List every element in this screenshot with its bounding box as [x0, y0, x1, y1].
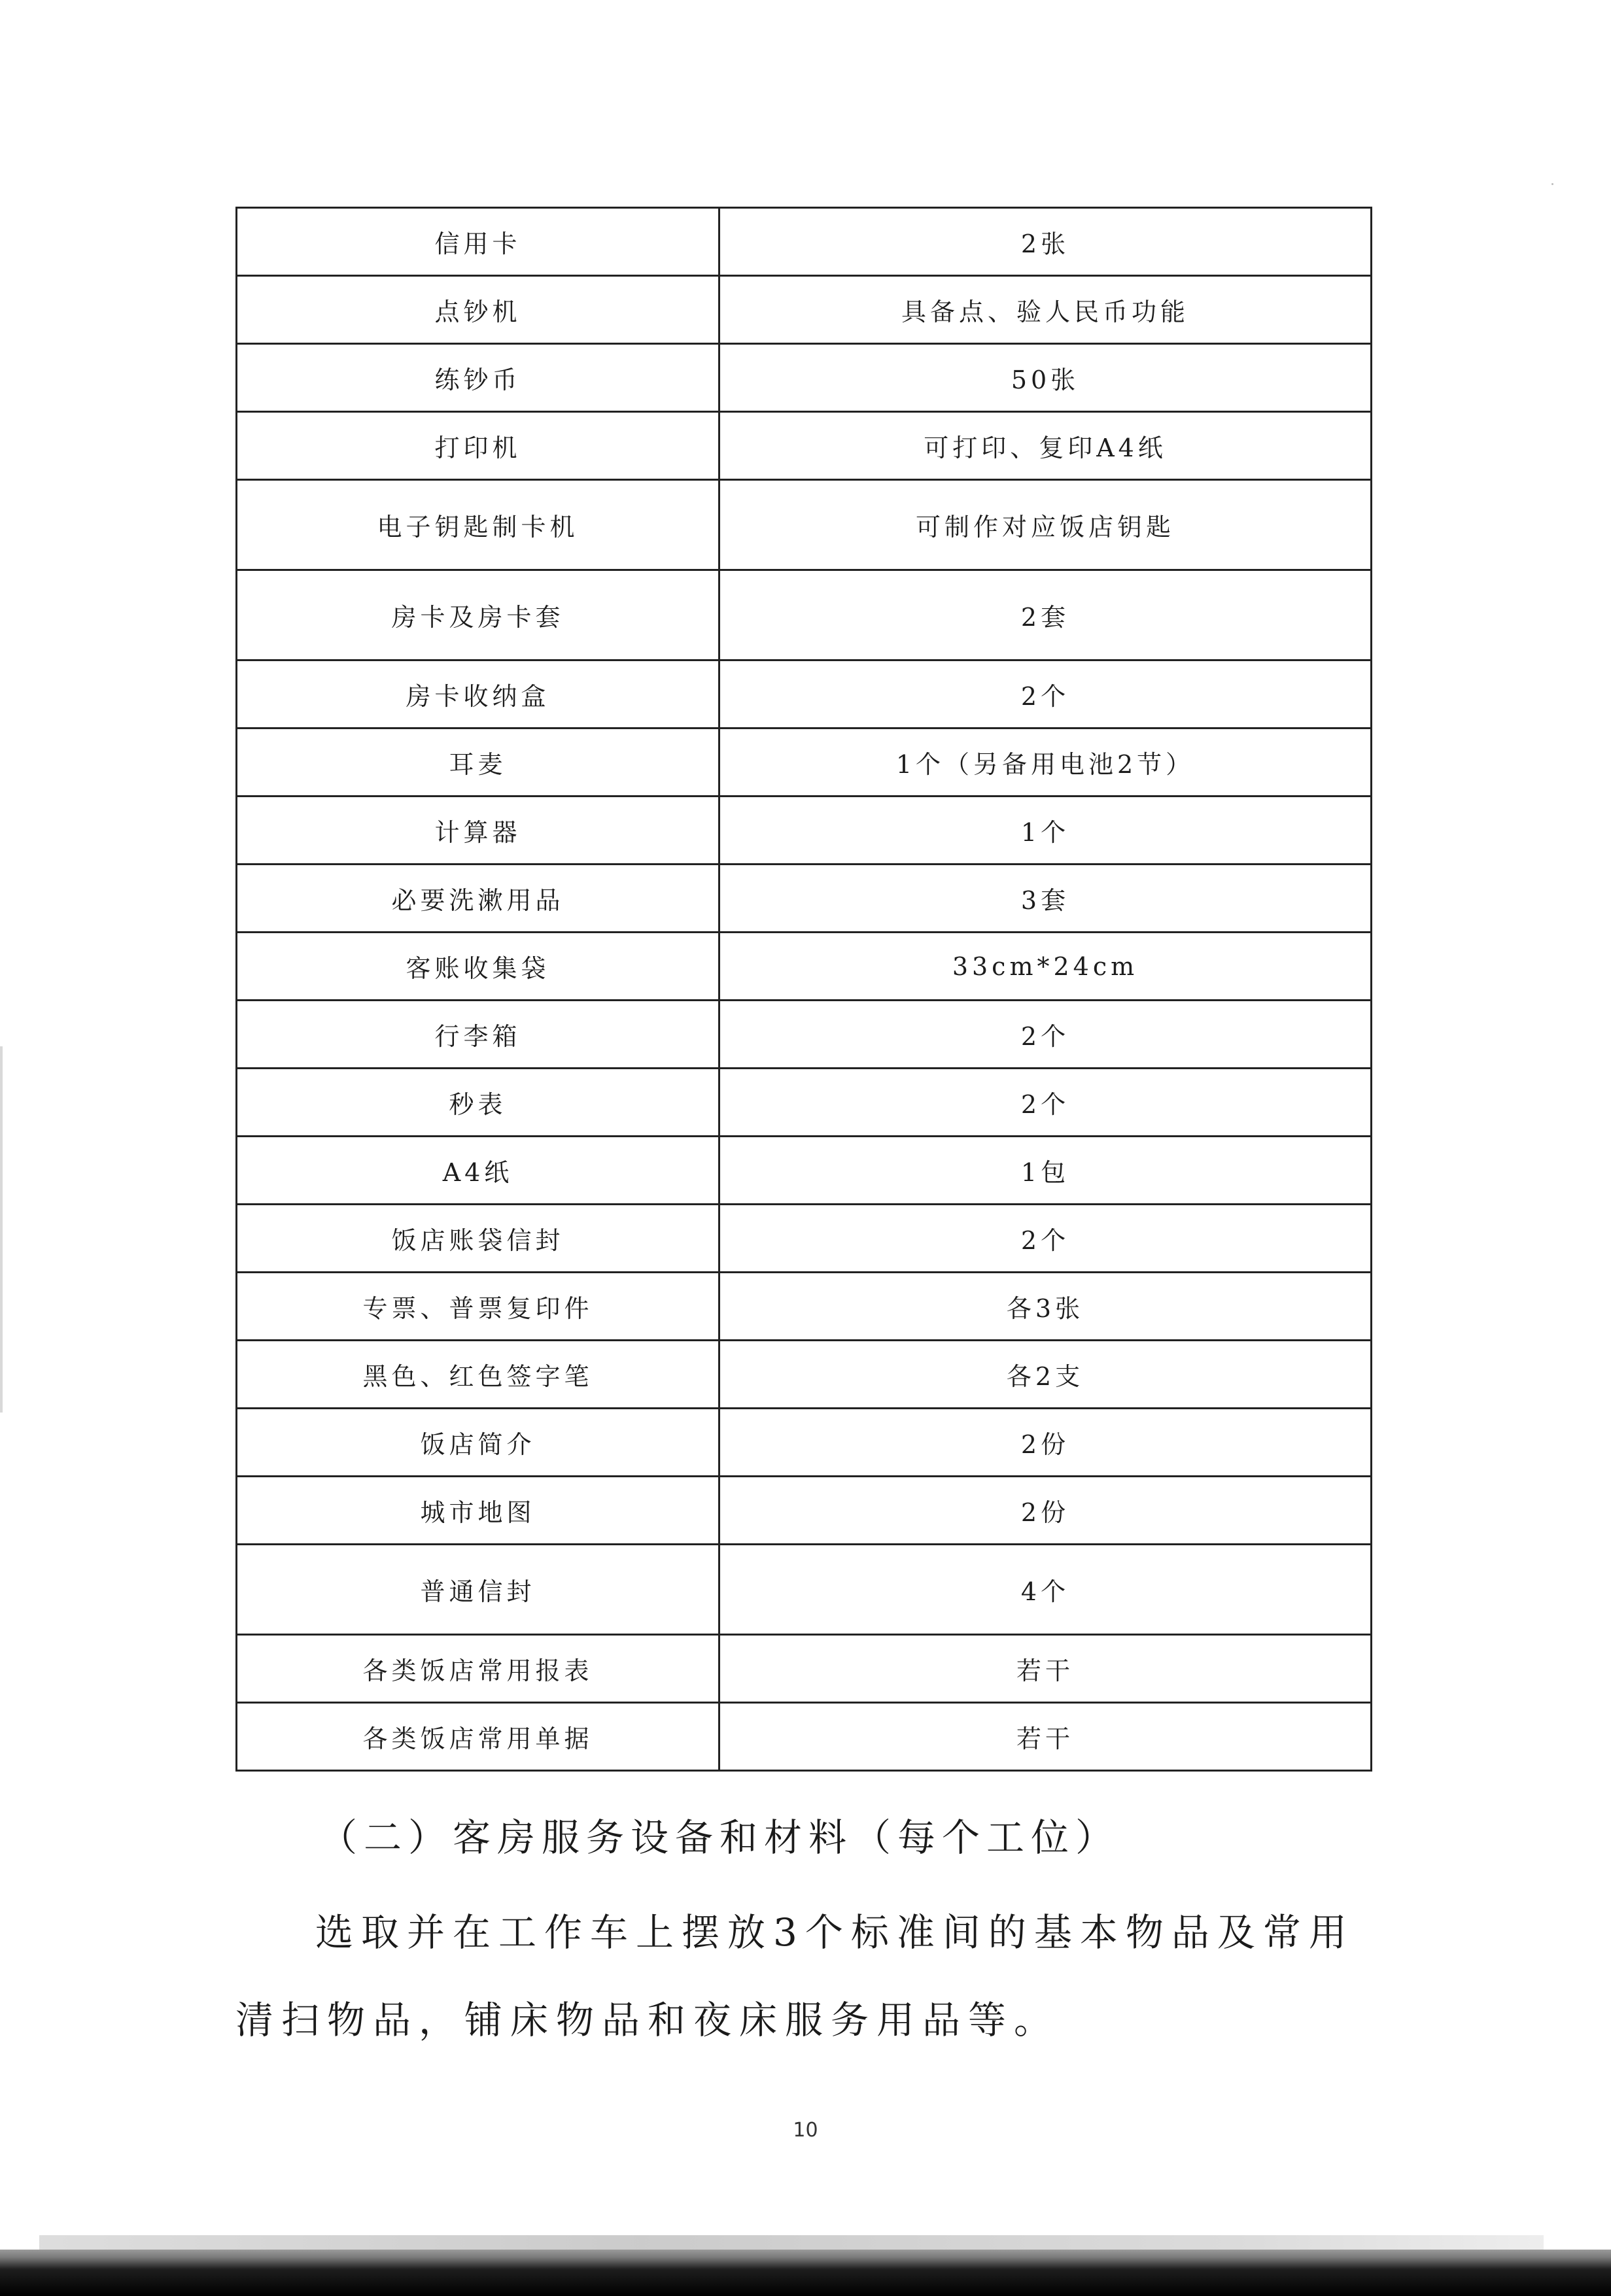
- table-row: [237, 1409, 1372, 1477]
- item-spec-cell: 若干: [719, 1635, 1372, 1703]
- item-spec-cell: 4个: [719, 1545, 1372, 1635]
- table-row: [237, 1205, 1372, 1273]
- table-row: [237, 797, 1372, 865]
- item-spec-cell: 3套: [719, 865, 1372, 933]
- item-name-cell: 耳麦: [237, 728, 719, 797]
- table-row: [237, 865, 1372, 933]
- item-name-cell: 打印机: [237, 412, 719, 480]
- table-row: [237, 570, 1372, 660]
- table-row: [237, 1001, 1372, 1069]
- table-row: [237, 1137, 1372, 1205]
- item-spec-cell: 2个: [719, 660, 1372, 728]
- item-name-cell: 电子钥匙制卡机: [237, 480, 719, 570]
- item-spec-cell: 2个: [719, 1001, 1372, 1069]
- item-spec-cell: 各3张: [719, 1273, 1372, 1341]
- item-name-cell: 饭店简介: [237, 1409, 719, 1477]
- item-spec-cell: 1包: [719, 1137, 1372, 1205]
- item-name-cell: 各类饭店常用单据: [237, 1703, 719, 1771]
- item-spec-cell: 若干: [719, 1703, 1372, 1771]
- table-row: [237, 660, 1372, 728]
- table-row: [237, 933, 1372, 1001]
- table-row: [237, 1341, 1372, 1409]
- item-name-cell: 计算器: [237, 797, 719, 865]
- item-spec-cell: 1个（另备用电池2节）: [719, 728, 1372, 797]
- item-name-cell: 客账收集袋: [237, 933, 719, 1001]
- item-name-cell: 各类饭店常用报表: [237, 1635, 719, 1703]
- table-row: [237, 1545, 1372, 1635]
- equipment-table: [235, 207, 1372, 1772]
- section-body-paragraph: 选取并在工作车上摆放3个标准间的基本物品及常用清扫物品，铺床物品和夜床服务用品等。: [235, 1910, 1355, 2042]
- item-spec-cell: 2张: [719, 208, 1372, 276]
- item-name-cell: 普通信封: [237, 1545, 719, 1635]
- table-row: [237, 480, 1372, 570]
- item-name-cell: 黑色、红色签字笔: [237, 1341, 719, 1409]
- item-spec-cell: 2个: [719, 1069, 1372, 1137]
- table-row: [237, 1477, 1372, 1545]
- scan-edge-mark: [0, 1046, 3, 1413]
- item-name-cell: 房卡收纳盒: [237, 660, 719, 728]
- scan-bottom-band: [0, 2250, 1611, 2296]
- scan-bottom-shadow: [39, 2235, 1544, 2250]
- item-name-cell: 行李箱: [237, 1001, 719, 1069]
- section-heading: （二）客房服务设备和材料（每个工位）: [319, 1815, 1120, 1860]
- item-spec-cell: 可打印、复印A4纸: [719, 412, 1372, 480]
- item-spec-cell: 2份: [719, 1477, 1372, 1545]
- item-name-cell: 城市地图: [237, 1477, 719, 1545]
- item-spec-cell: 50张: [719, 344, 1372, 412]
- table-row: [237, 276, 1372, 344]
- table-row: [237, 1635, 1372, 1703]
- item-spec-cell: 可制作对应饭店钥匙: [719, 480, 1372, 570]
- item-spec-cell: 具备点、验人民币功能: [719, 276, 1372, 344]
- item-name-cell: 练钞币: [237, 344, 719, 412]
- table-row: [237, 1703, 1372, 1771]
- item-name-cell: 秒表: [237, 1069, 719, 1137]
- item-name-cell: 必要洗漱用品: [237, 865, 719, 933]
- item-spec-cell: 1个: [719, 797, 1372, 865]
- table-row: [237, 208, 1372, 276]
- item-name-cell: 专票、普票复印件: [237, 1273, 719, 1341]
- table-row: [237, 1069, 1372, 1137]
- item-spec-cell: 2个: [719, 1205, 1372, 1273]
- item-spec-cell: 2套: [719, 570, 1372, 660]
- table-row: [237, 728, 1372, 797]
- item-name-cell: 房卡及房卡套: [237, 570, 719, 660]
- page-number: 10: [793, 2119, 818, 2142]
- item-name-cell: 点钞机: [237, 276, 719, 344]
- table-row: [237, 412, 1372, 480]
- item-name-cell: 信用卡: [237, 208, 719, 276]
- item-spec-cell: 2份: [719, 1409, 1372, 1477]
- table-row: [237, 344, 1372, 412]
- item-name-cell: A4纸: [237, 1137, 719, 1205]
- item-spec-cell: 各2支: [719, 1341, 1372, 1409]
- table-row: [237, 1273, 1372, 1341]
- item-name-cell: 饭店账袋信封: [237, 1205, 719, 1273]
- scan-speck: [1551, 183, 1553, 185]
- item-spec-cell: 33cm*24cm: [719, 933, 1372, 1001]
